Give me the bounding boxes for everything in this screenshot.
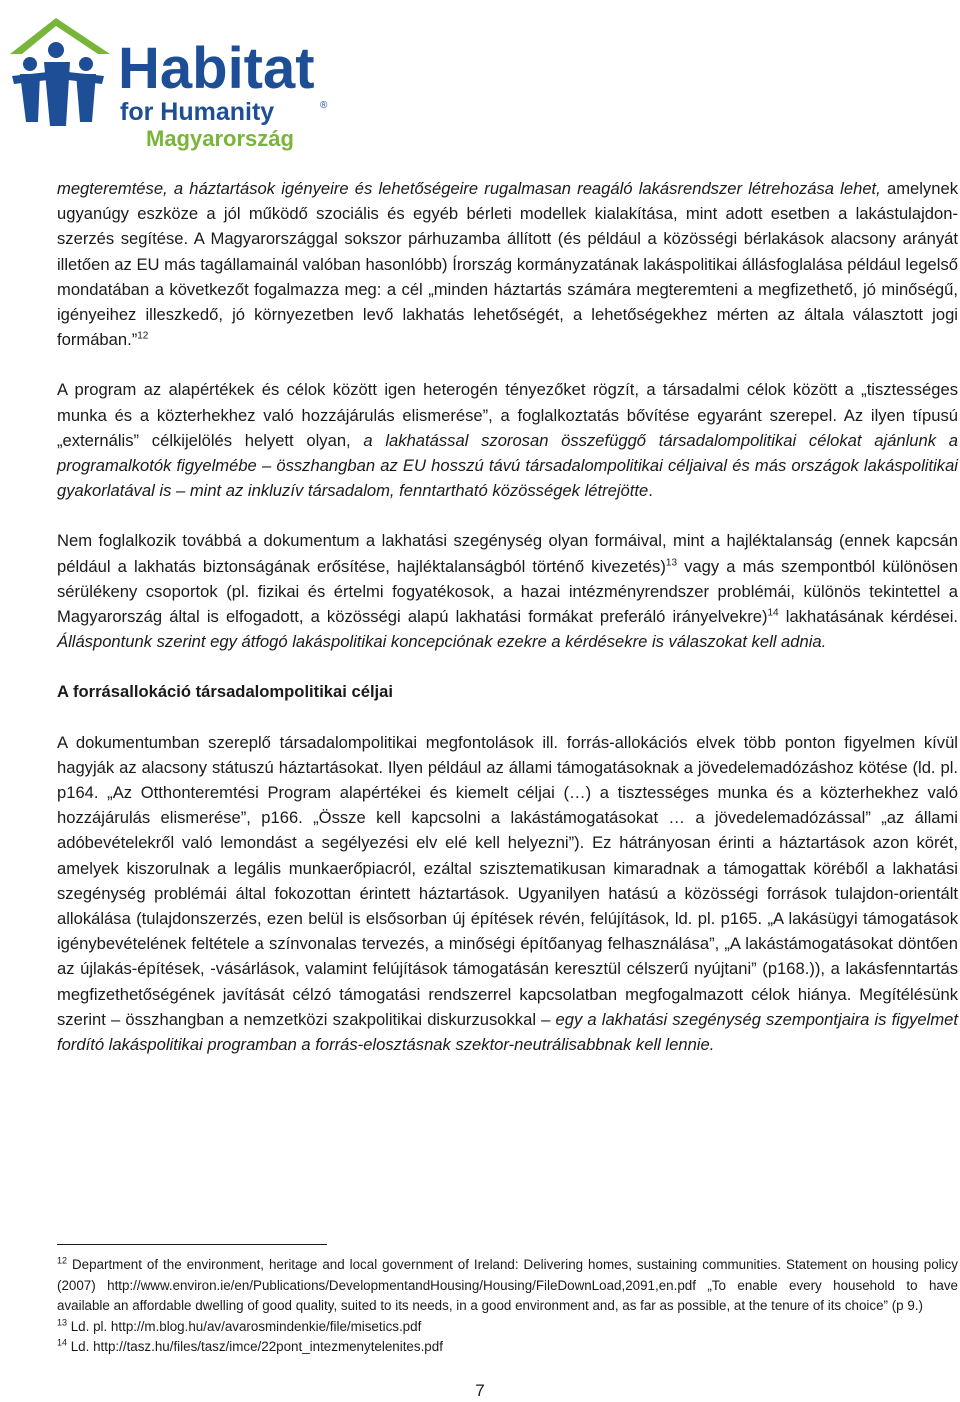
paragraph-1-text: amelynek ugyanúgy eszköze a jól működő szociális és egyéb bérleti modellek kialakítása, mint adott esetben a lakástulajdon-szerzés segítése. A Magyarországgal sokszor párhuzamba állított (és például a közösségi bérlakások alacsony arányát illetően az EU más tagállamainál valóban hasonlóbb) Írország kormányzatának lakáspolitikai állásfoglalása például legelső mondatában a következőt fogalmazza meg: a cél „minden háztartás számára megteremteni a megfizethető, jó minőségű, igényeihez illeszkedő, jó környezetben levő lakhatás lehetőségét, a lehetőségekhez mérten az általa választott jogi formában.” [57,179,958,350]
logo-title-text: Habitat [118,36,315,101]
paragraph-3-italic: Álláspontunk szerint egy átfogó lakáspolitikai koncepciónak ezekre a kérdésekre is válaszokat kell adnia. [57,632,827,652]
footnote-text: Department of the environment, heritage and local government of Ireland: Delivering homes, sustaining communities. Statement on housing policy (2007) http://www.environ.ie/en/Publications/DevelopmentandHousing/Housing/FileDownLoad,2091,en.pdf „To enable every household to have available an affordable dwelling of good quality, suited to its needs, in a good environment and, as far as possible, at the tenure of its choice” (p 9.) [57,1257,958,1314]
paragraph-2-end: . [648,481,653,501]
paragraph-3-text-c: lakhatásának kérdései. [778,607,959,627]
footnote-number: 12 [57,1255,68,1266]
habitat-logo [8,14,338,154]
footnote-number: 13 [57,1317,68,1328]
registered-mark: ® [320,100,328,111]
logo-subtitle-text: for Humanity [120,98,275,126]
footnote-text: Ld. http://tasz.hu/files/tasz/imce/22pont_intezmenytelenites.pdf [67,1339,443,1355]
footnotes [57,1255,958,1358]
paragraph-2-text: A program az alapértékek és célok között igen heterogén tényezőket rögzít, a társadalmi célok között a „tisztességes munka és a közterhekhez való hozzájárulás elismerése”, a foglalkoztatás bővítése egyaránt szerepel. Az ilyen típusú „externális” célkijelölés helyett olyan, [57,380,958,450]
paragraph-1 [57,176,958,352]
paragraph-4-text: A dokumentumban szereplő társadalompolitikai megfontolások ill. forrás-allokációs elvek több ponton figyelmen kívül hagyják az alacsony státuszú háztartásokat. Ilyen például az állami támogatásoknak a jövedelemadózáshoz kötése (ld. pl. p164. „Az Otthonteremtési Program alapértékei és kiemelt céljai (…) a tisztességes munka és a közterhekhez való hozzájárulás elismerése”, p166. „Össze kell kapcsolni a lakástámogatásokat … a jövedelemadózással” „az állami adóbevételekről való lemondást a segélyezési elv elé kell helyezni”). Ez hátrányosan érinti a háztartások azon körét, amelyek kiszorulnak a legális munkaerőpiacról, ezáltal szisztematikusan kimaradnak a támogattak köréből a lakhatási szegénység problémái által fokozottan érintett háztartások. Ugyanilyen hatású a közösségi források tulajdon-orientált allokálása (tulajdonszerzés, ezen belül is elsősorban új építések révén, felújítások, ld. pl. p165. „A lakásügyi támogatások igénybevételének feltétele a színvonalas tervezés, a minőségi építőanyag felhasználása”, „A lakástámogatásokat döntően az újlakás-építések, -vásárlások, valamint felújítások támogatásán keresztül célszerű nyújtani” (p168.)), a lakásfenntartás megfizethetőségének javítását célzó támogatási rendszerrel kapcsolatban megfogalmazott célok hiánya. Megítélésünk szerint – összhangban a nemzetközi szakpolitikai diskurzusokkal – [57,732,958,1029]
footnote-divider [57,1244,327,1245]
logo-country-text: Magyarország [146,126,294,151]
habitat-logo-graphic [8,14,338,154]
footnote-number: 14 [57,1337,68,1348]
page-number: 7 [475,1381,485,1400]
document-body [57,176,958,1057]
paragraph-4-italic: egy a lakhatási szegénység szempontjaira is figyelmet fordító lakáspolitikai programban a forrás-elosztásnak szektor-neutrálisabbnak kell lennie. [57,1009,958,1055]
paragraph-3-text-a: Nem foglalkozik továbbá a dokumentum a lakhatási szegénység olyan formáival, mint a hajléktalanság (ennek kapcsán például a lakhatás biztonságának erősítése, hajléktalanságból történő kivezetés) [57,531,958,576]
paragraph-2 [57,377,958,503]
footnote-text: Ld. pl. http://m.blog.hu/av/avarosmindenkie/file/misetics.pdf [67,1318,422,1334]
paragraph-3 [57,528,958,654]
paragraph-4 [57,730,958,1058]
footnote-13 [57,1317,958,1338]
people-icon [12,42,104,126]
paragraph-1-italic: megteremtése, a háztartások igényeire és lehetőségeire rugalmasan reagáló lakásrendszer létrehozása lehet, [57,179,881,198]
footnote-ref-14: 14 [767,607,779,619]
footnote-14 [57,1337,958,1358]
footnote-ref-12: 12 [137,330,149,342]
footnote-ref-13: 13 [665,557,678,569]
footnote-12 [57,1255,958,1317]
paragraph-3-text-b: vagy a más szempontból különösen sérülékeny csoportok (pl. fizikai és értelmi fogyatékosok, a hazai intézményrendszer problémái, különös tekintettel a Magyarország által is elfogadott, a közösségi alapú lakhatási formákat preferáló irányelvekre) [57,556,958,627]
section-heading: A forrásallokáció társadalompolitikai céljai [57,682,393,702]
paragraph-2-italic: a lakhatással szorosan összefüggő társadalompolitikai célokat ajánlunk a programalkotók figyelmébe – összhangban az EU hosszú távú társadalompolitikai céljaival és más országok lakáspolitikai gyakorlatával is – mint az inkluzív társadalom, fenntartható közösségek létrejötte [57,430,958,501]
